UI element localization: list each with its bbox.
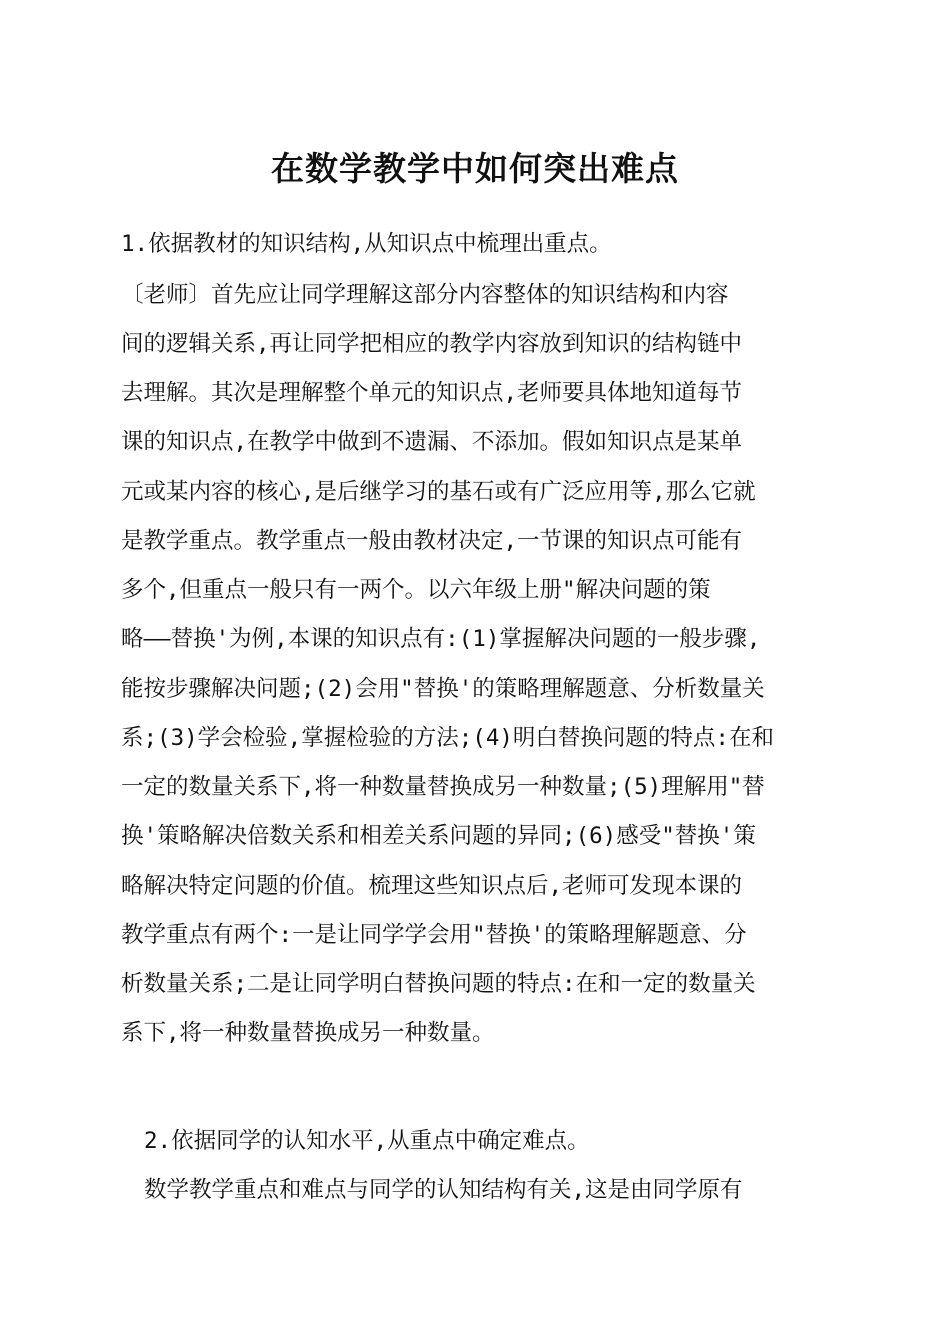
section-1-paragraph-line: 去理解。其次是理解整个单元的知识点,老师要具体地知道每节 — [121, 380, 743, 406]
section-2-heading: 2.依据同学的认知水平,从重点中确定难点。 — [144, 1128, 590, 1154]
section-1-paragraph-line: 能按步骤解决问题;(2)会用"替换'的策略理解题意、分析数量关 — [121, 676, 765, 702]
section-1-paragraph-line: 系下,将一种数量替换成另一种数量。 — [121, 1020, 495, 1046]
section-1-paragraph-line: 〔老师〕首先应让同学理解这部分内容整体的知识结构和内容 — [121, 282, 729, 308]
section-1-paragraph-line: 系;(3)学会检验,掌握检验的方法;(4)明白替换问题的特点:在和 — [121, 725, 774, 751]
section-2-paragraph-line: 数学教学重点和难点与同学的认知结构有关,这是由同学原有 — [144, 1177, 743, 1203]
section-1-paragraph-line: 换'策略解决倍数关系和相差关系问题的异同;(6)感受"替换'策 — [121, 823, 756, 849]
section-1-heading: 1.依据教材的知识结构,从知识点中梳理出重点。 — [121, 231, 612, 257]
section-1-paragraph-line: 析数量关系;二是让同学明白替换问题的特点:在和一定的数量关 — [121, 971, 756, 997]
section-1-paragraph-line: 略——替换'为例,本课的知识点有:(1)掌握解决问题的一般步骤, — [121, 626, 761, 652]
section-1-paragraph-line: 略解决特定问题的价值。梳理这些知识点后,老师可发现本课的 — [121, 873, 743, 899]
section-1-paragraph-line: 一定的数量关系下,将一种数量替换成另一种数量;(5)理解用"替 — [121, 774, 765, 800]
section-1-paragraph-line: 课的知识点,在教学中做到不遗漏、不添加。假如知识点是某单 — [121, 429, 743, 455]
section-1-paragraph-line: 是教学重点。教学重点一般由教材决定,一节课的知识点可能有 — [121, 528, 743, 554]
section-1-paragraph-line: 多个,但重点一般只有一两个。以六年级上册"解决问题的策 — [121, 577, 711, 603]
section-1-paragraph-line: 教学重点有两个:一是让同学学会用"替换'的策略理解题意、分 — [121, 922, 747, 948]
section-1-paragraph-line: 元或某内容的核心,是后继学习的基石或有广泛应用等,那么它就 — [121, 479, 756, 505]
section-1-paragraph-line: 间的逻辑关系,再让同学把相应的教学内容放到知识的结构链中 — [121, 331, 743, 357]
document-title: 在数学教学中如何突出难点 — [271, 149, 679, 188]
